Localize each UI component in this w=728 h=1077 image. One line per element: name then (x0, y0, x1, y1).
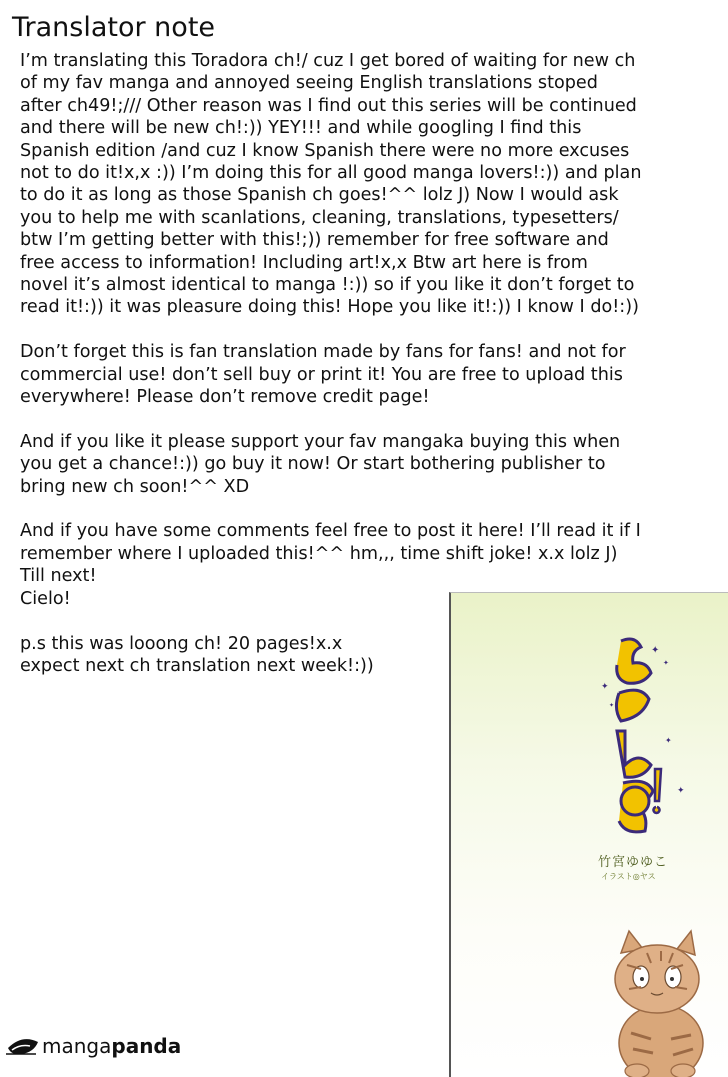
paragraph-fan-translation (20, 341, 710, 408)
svg-text:✦: ✦ (651, 645, 660, 656)
text-line: And if you like it please support your fav mangaka buying this when (20, 431, 621, 452)
paragraph-support (20, 431, 710, 498)
text-line: Don’t forget this is fan translation made by fans for fans! and not for (20, 342, 626, 363)
logo-wordmark (42, 1034, 181, 1058)
tiger-cat-illustration (615, 931, 703, 1077)
text-line: Cielo! (20, 588, 71, 609)
cover-art (451, 593, 728, 1077)
text-line: you get a chance!:)) go buy it now! Or start bothering publisher to (20, 454, 606, 475)
text-line: Spanish edition /and cuz I know Spanish there were no more excuses (20, 140, 630, 161)
text-line: novel it’s almost identical to manga !:)) so if you like it don’t forget to (20, 275, 635, 296)
svg-text:✦: ✦ (601, 682, 609, 692)
text-line: btw I’m getting better with this!;)) remember for free software and (20, 230, 609, 251)
text-line: free access to information! Including art!x,x Btw art here is from (20, 252, 588, 273)
svg-text:✦: ✦ (609, 702, 615, 709)
book-cover-image (449, 592, 728, 1077)
text-line: Till next! (20, 566, 97, 587)
svg-text:✦: ✦ (665, 736, 672, 745)
text-line: not to do it!x,x :)) I’m doing this for all good manga lovers!:)) and plan (20, 163, 642, 184)
text-line: And if you have some comments feel free to post it here! I’ll read it if I (20, 521, 641, 542)
svg-text:✦: ✦ (663, 659, 669, 667)
text-line: to do it as long as those Spanish ch goes!^^ lolz J) Now I would ask (20, 185, 619, 206)
logo-text-panda: panda (111, 1034, 182, 1058)
cover-title-logo (616, 639, 661, 832)
text-line: and there will be new ch!:)) YEY!!! and while googling I find this (20, 118, 582, 139)
text-line: after ch49!;/// Other reason was I find out this series will be continued (20, 95, 637, 116)
logo-text-manga: manga (42, 1034, 112, 1058)
cover-illustrator: イラスト◎ヤス (601, 872, 656, 881)
text-line: p.s this was looong ch! 20 pages!x.x (20, 633, 343, 654)
svg-text:✦: ✦ (677, 786, 685, 796)
text-line: remember where I uploaded this!^^ hm,,, time shift joke! x.x lolz J) (20, 543, 618, 564)
text-line: everywhere! Please don’t remove credit page! (20, 387, 430, 408)
text-line: bring new ch soon!^^ XD (20, 476, 250, 497)
text-line: I’m translating this Toradora ch!/ cuz I get bored of waiting for new ch (20, 51, 636, 71)
page-title: Translator note (12, 12, 216, 43)
text-line: of my fav manga and annoyed seeing English translations stoped (20, 73, 598, 94)
panda-logo-icon (2, 1026, 42, 1066)
mangapanda-logo (2, 1026, 202, 1066)
text-line: read it!:)) it was pleasure doing this! Hope you like it!:)) I know I do!:)) (20, 297, 639, 318)
cover-author: 竹宮ゆゆこ (598, 855, 669, 870)
text-line: expect next ch translation next week!:)) (20, 655, 374, 676)
paragraph-intro (20, 50, 710, 319)
text-line: commercial use! don’t sell buy or print it! You are free to upload this (20, 364, 623, 385)
text-line: you to help me with scanlations, cleaning, translations, typesetters/ (20, 207, 619, 228)
